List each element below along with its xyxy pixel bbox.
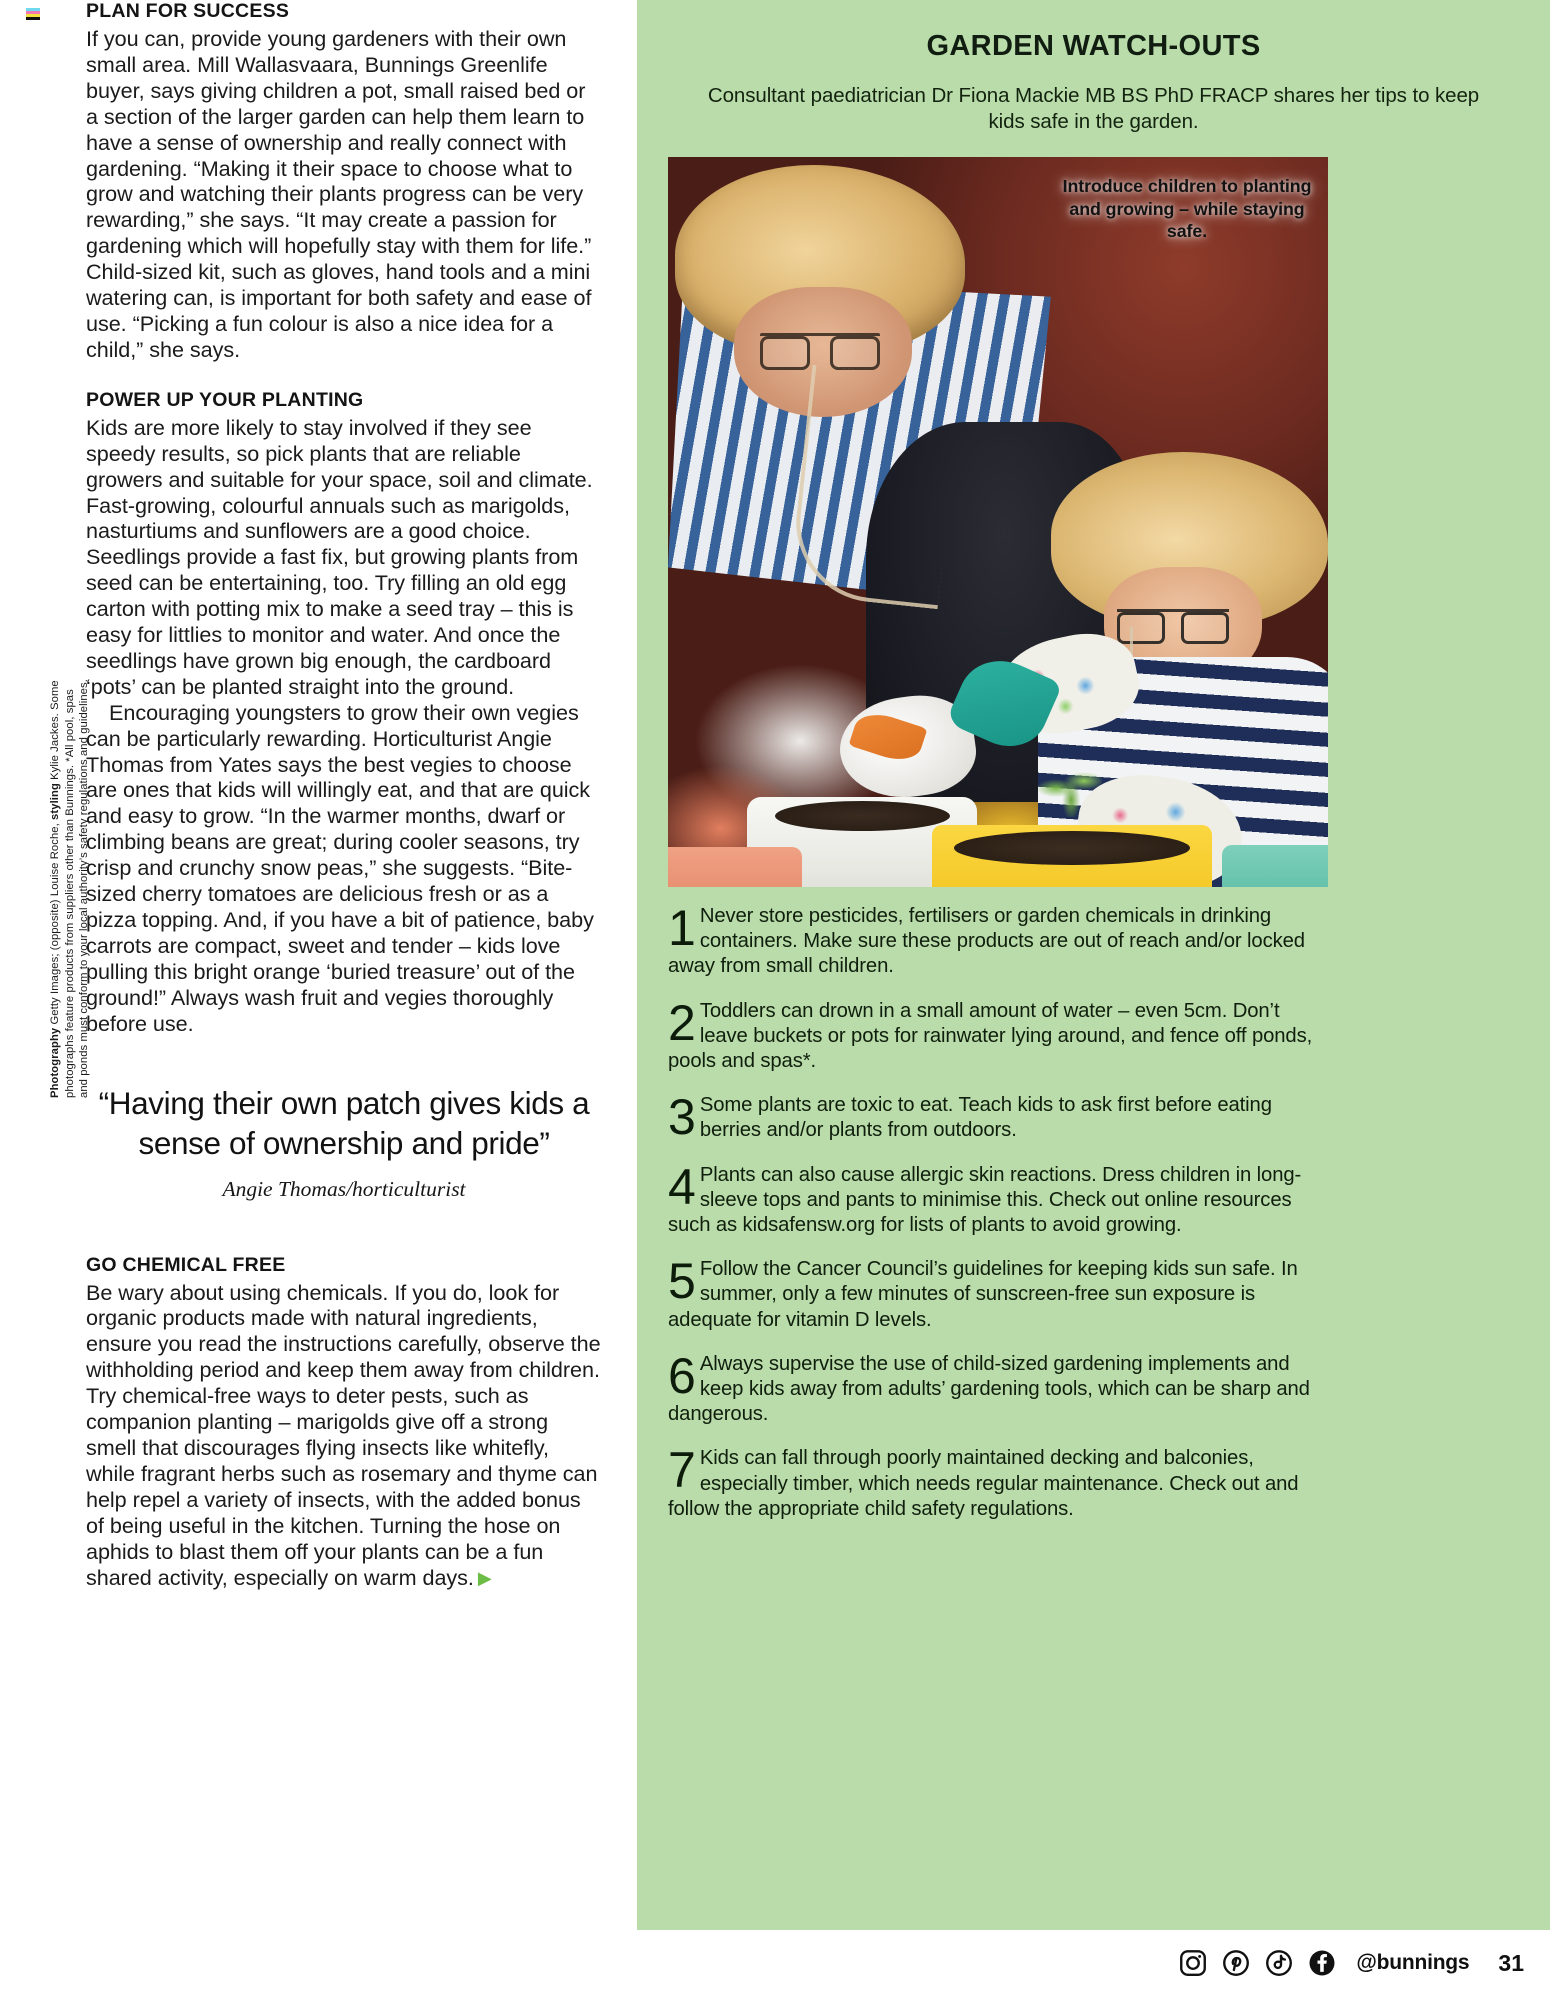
end-of-article-arrow-icon: ▶ <box>477 1567 492 1588</box>
garden-photo <box>668 157 1328 887</box>
tip-text: Kids can fall through poorly maintained decking and balconies, especially timber, which needs regular maintenance. Check out and follow the appropriate child safety regulations. <box>668 1447 1299 1520</box>
section-heading-go-chemical-free: GO CHEMICAL FREE <box>86 1253 286 1276</box>
facebook-icon[interactable] <box>1307 1948 1337 1978</box>
section-heading-power-up-your-planting: POWER UP YOUR PLANTING <box>86 388 364 411</box>
photography-credit-text: Photography Getty Images; (opposite) Louise Roche, styling Kylie Jackes. Some photographs feature products from suppliers other than Bunnings. *All pool, spas and ponds must conform to your local authority’s safety regulations and guidelines. <box>49 679 90 1098</box>
tip-number: 7 <box>668 1442 695 1499</box>
paragraph-go-chemical-free-text: Be wary about using chemicals. If you do, look for organic products made with natural ingredients, ensure you read the instructions carefully, observe the withholding period and keep them away from children. Try chemical-free ways to deter pests, such as companion planting – marigolds give off a strong smell that discourages flying insects like whitefly, while fragrant herbs such as rosemary and thyme can help repel a variety of insects, with the added bonus of being useful in the kitchen. Turning the hose on aphids to blast them off your plants can be a fun shared activity, especially on warm days. <box>86 1279 601 1590</box>
registration-marks <box>26 8 40 24</box>
paragraph-power-up-1: Kids are more likely to stay involved if they see speedy results, so pick plants that are reliable growers and suitable for your space, soil and climate. Fast-growing, colourful annuals such as marigolds, nasturtiums and sunflowers are a good choice. Seedlings provide a fast fix, but growing plants from seed can be entertaining, too. Try filling an old egg carton with potting mix to make a seed tray – this is easy for littlies to monitor and water. And once the seedlings have grown big enough, the cardboard ‘pots’ can be planted straight into the ground. <box>86 414 593 699</box>
section-heading-plan-for-success: PLAN FOR SUCCESS <box>86 0 290 22</box>
photo-teal-pot <box>1222 845 1328 887</box>
tip-text: Always supervise the use of child-sized gardening implements and keep kids away from adults’ gardening tools, which can be sharp and dangerous. <box>668 1352 1310 1426</box>
tip-number: 1 <box>668 900 695 956</box>
tip-item <box>668 1253 1328 1333</box>
pull-quote-attribution: Angie Thomas/horticulturist <box>222 1176 466 1201</box>
paragraph-go-chemical-free <box>86 1280 602 1591</box>
tiktok-icon[interactable] <box>1264 1948 1294 1978</box>
tip-item <box>668 1442 1328 1522</box>
safety-tips-list <box>668 900 1328 1541</box>
article-left-column <box>86 0 602 1590</box>
panel-standfirst: Consultant paediatrician Dr Fiona Mackie MB BS PhD FRACP shares her tips to keep kids safe in the garden. <box>707 84 1480 133</box>
instagram-icon[interactable] <box>1178 1948 1208 1978</box>
photo-seedling <box>1038 757 1102 817</box>
tip-number: 4 <box>668 1158 695 1215</box>
tip-item <box>668 900 1328 980</box>
photo-glasses-adult <box>760 333 880 363</box>
tip-number: 2 <box>668 994 695 1051</box>
tip-item <box>668 994 1328 1075</box>
photo-yellow-tub <box>932 825 1212 887</box>
social-handle: @bunnings <box>1356 1951 1470 1974</box>
pinterest-icon[interactable] <box>1221 1948 1251 1978</box>
garden-watch-outs-panel <box>637 0 1550 1930</box>
photo-hat-cord-adult <box>788 365 961 609</box>
tip-item <box>668 1347 1328 1428</box>
tip-text: Never store pesticides, fertilisers or garden chemicals in drinking containers. Make sure these products are out of reach and/or locked away from small children. <box>668 905 1305 978</box>
tip-item <box>668 1158 1328 1239</box>
photography-credit-rail <box>2 679 90 1528</box>
pull-quote <box>86 1083 602 1202</box>
tip-number: 6 <box>668 1347 695 1404</box>
photo-terracotta-pot <box>668 847 802 887</box>
panel-title: GARDEN WATCH-OUTS <box>926 30 1261 62</box>
tip-number: 5 <box>668 1253 695 1310</box>
tip-text: Follow the Cancer Council’s guidelines for keeping kids sun safe. In summer, only a few minutes of sunscreen-free sun exposure is adequate for vitamin D levels. <box>668 1258 1298 1331</box>
pull-quote-text: “Having their own patch gives kids a sense of ownership and pride” <box>98 1084 590 1161</box>
paragraph-plan-for-success: If you can, provide young gardeners with their own small area. Mill Wallasvaara, Bunnings Greenlife buyer, says giving children a pot, small raised bed or a section of the larger garden can help them learn to have a sense of ownership and really connect with gardening. “Making it their space to choose what to grow and watching their plants progress can be very rewarding,” she says. “It may create a passion for gardening which will hopefully stay with them for life.” Child-sized kit, such as gloves, hand tools and a mini watering can, is important for both safety and ease of use. “Picking a fun colour is also a nice idea for a child,” she says. <box>86 26 592 362</box>
tip-text: Some plants are toxic to eat. Teach kids to ask first before eating berries and/or plants from outdoors. <box>699 1094 1272 1142</box>
tip-text: Plants can also cause allergic skin reactions. Dress children in long-sleeve tops and pants to minimise this. Check out online resources such as kidsafensw.org for lists of plants to avoid growing. <box>668 1163 1302 1237</box>
paragraph-power-up-2: Encouraging youngsters to grow their own vegies can be particularly rewarding. Horticulturist Angie Thomas from Yates says the best vegies to choose are ones that kids will willingly eat, and that are quick and easy to grow. “In the warmer months, dwarf or climbing beans are great; during cooler seasons, try crisp and crunchy snow peas,” she suggests. “Bite-sized cherry tomatoes are delicious fresh or as a pizza topping. And, if you have a bit of patience, baby carrots are compact, sweet and tender – kids love pulling this bright orange ‘buried treasure’ out of the ground!” Always wash fruit and vegies thoroughly before use. <box>86 699 594 1036</box>
photo-caption: Introduce children to planting and growing – while staying safe. <box>1062 176 1312 241</box>
tip-text: Toddlers can drown in a small amount of water – even 5cm. Don’t leave buckets or pots for rainwater lying around, and fence off ponds, pools and spas*. <box>668 999 1313 1073</box>
tip-item <box>668 1089 1328 1146</box>
tip-number: 3 <box>668 1089 695 1146</box>
social-links <box>1178 1948 1524 1978</box>
page-footer <box>0 1938 1550 1992</box>
page-number: 31 <box>1498 1949 1524 1976</box>
